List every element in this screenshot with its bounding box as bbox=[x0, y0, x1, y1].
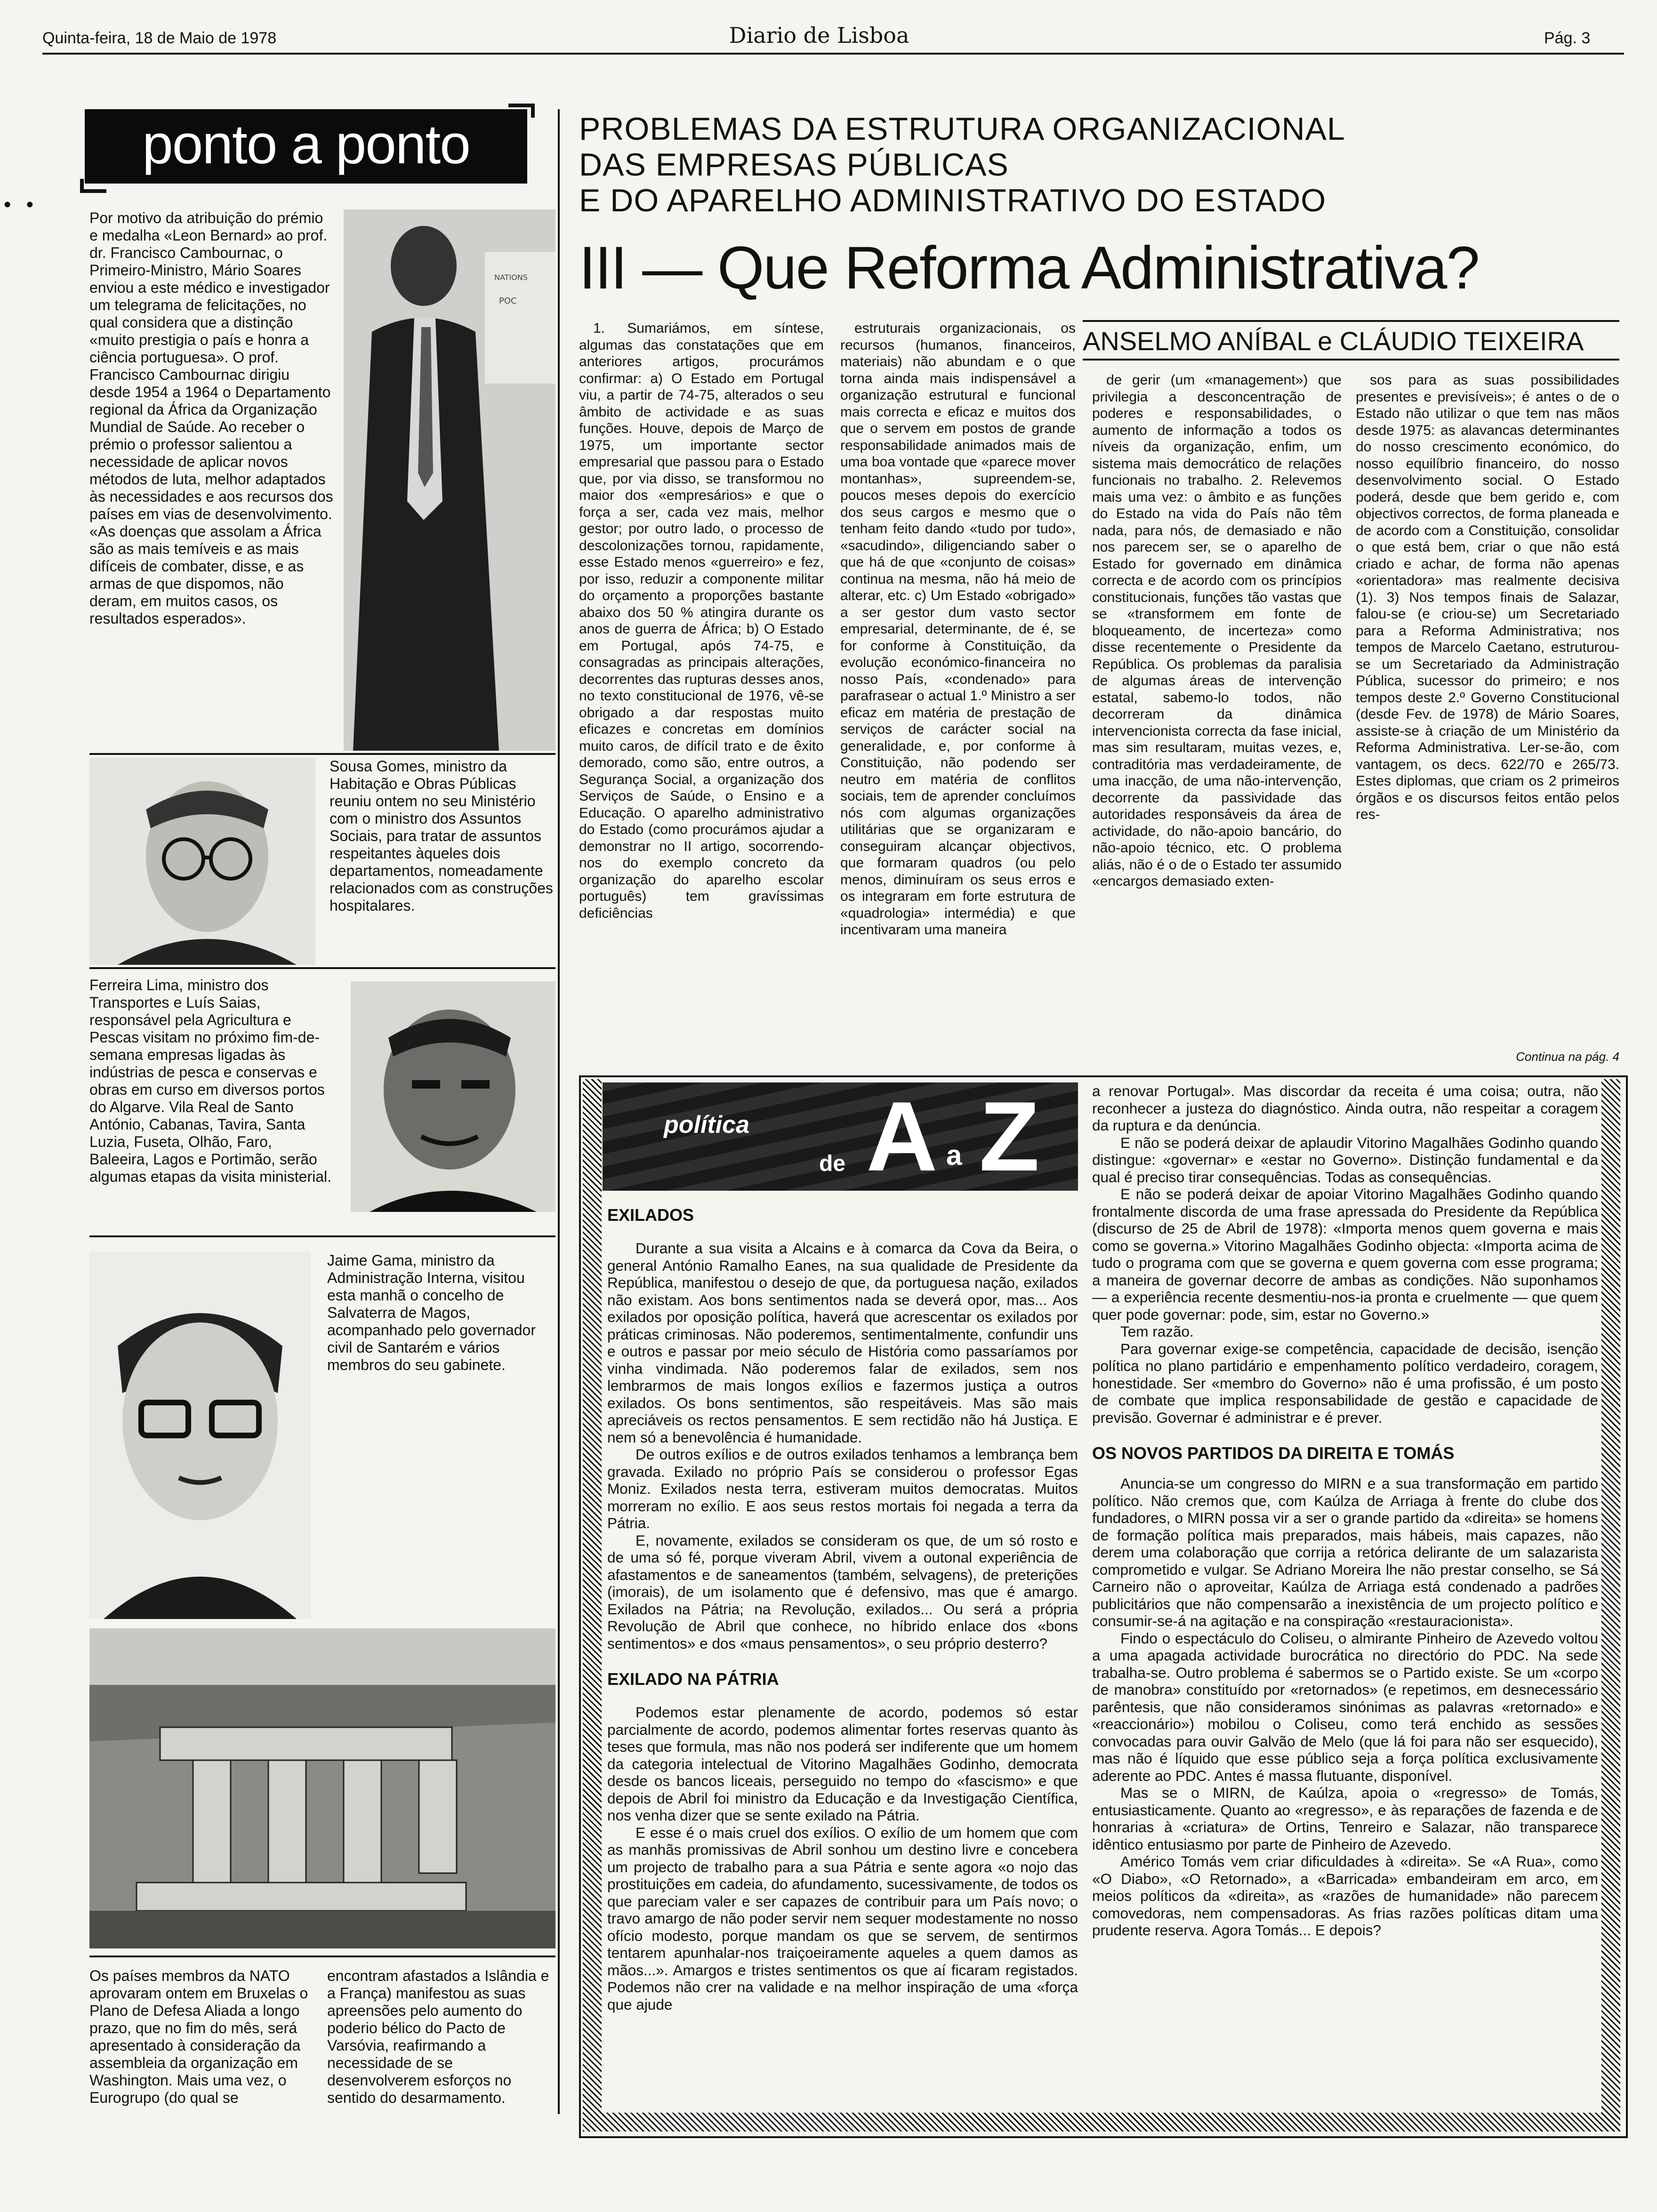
box-hatch-right bbox=[1601, 1079, 1620, 2132]
article-paragraph: de gerir (um «management») que privilegia a desconcentração de poderes e responsabilidades, o aumento de informação a todos os níveis da organização, enfim, um sistema mais democrático de relações funcionais no trabalho. 2. Relevemos mais uma vez: o âmbito e as funções do Estado na vida do País não têm nada, para nós, de demasiado e não nos parecem ser, se o aparelho de Estado for governado em dinâmica correcta e de acordo com os princípios constitucionais, funções tão vastas que se «transformem em fonte de bloqueamento, de incerteza» como disse recentemente o Presidente da República. Os problemas da paralisia de algumas áreas de intervenção estatal, sabemo-lo todos, não decorreram da dinâmica intervencionista correcta da fase inicial, mas sim resultaram, muitas vezes, e, contraditória mas verdadeiramente, de uma inacção, de uma não-intervenção, decorrente da passividade das autoridades responsáveis da área de actividade, do não-apoio bancário, do não-apoio técnico, etc. O problema aliás, não é o de o Estado ter assumido «encargos demasiado exten- bbox=[1092, 372, 1342, 889]
ponto-item-jaime-gama bbox=[327, 1252, 555, 1374]
svg-text:POC: POC bbox=[499, 296, 517, 306]
title-bracket bbox=[80, 179, 106, 193]
box-hatch-bottom bbox=[583, 2113, 1620, 2132]
section-title: EXILADOS bbox=[607, 1205, 694, 1225]
ponto-item-sousa-gomes bbox=[330, 758, 555, 914]
box-hatch-left bbox=[583, 1079, 602, 2132]
article-column-2 bbox=[840, 320, 1076, 938]
byline-rule bbox=[1083, 359, 1619, 361]
ponto-item-text: encontram afastados a Islândia e a França) manifestou as suas apreensões pelo aumento do poderio bélico do Pacto de Varsóvia, reafirmando a necessidade de se desenvolverem esforços no sentido do desarmamento. bbox=[327, 1967, 549, 2106]
photo-nato-headquarters bbox=[89, 1628, 555, 1948]
photo-cambournac bbox=[344, 209, 555, 751]
az-paragraph: Durante a sua visita a Alcains e à comarca da Cova da Beira, o general António Ramalho Eanes, na sua qualidade de Presidente da República, manifestou o desejo de que, da portuguesa nação, exilados não existam. Aos bons sentimentos nada se deverá opor, mas... Aos exilados por oposição política, haverá que acrescentar os exilados por práticas criminosas. Não poderemos, sentimentalmente, confundir uns e outros e passar por meio século de História como passaríamos por vinha vindimada. Não poderemos falar de exilados, sem nos lembrarmos de mais longos exílios e fazermos justiça a outros exilados. Os bons sentimentos, são respeitáveis. Mas são mais apreciáveis os rectos pensamentos. E sem rectidão não há Justiça. E nem só a benevolência é humanidade. bbox=[607, 1240, 1078, 1446]
az-paragraph: E não se poderá deixar de apoiar Vitorino Magalhães Godinho quando frontalmente discorda de uma frase apressada do Presidente da República (discurso de 25 de Abril de 1978): «Importa menos quem governa e mais como se governa.» Vitorino Magalhães Godinho objecta: «Importa acima de tudo o programa com que se governa e quem governa com esse programa; a maneira de governar decorre de ambas as condições. Não suponhamos — a experiência recente desmentiu-nos-ia pronta e cruelmente — que quem quer pode governar: pode, sim, estar no Governo.» bbox=[1092, 1186, 1598, 1323]
photo-sousa-gomes bbox=[89, 758, 315, 965]
ponto-item-cambournac bbox=[89, 209, 334, 627]
ponto-item-text: Por motivo da atribuição do prémio e medalha «Leon Bernard» ao prof. dr. Francisco Cambournac, o Primeiro-Ministro, Mário Soares enviou a este médico e investigador um telegrama de felicitações, no qual considera que a distinção «muito prestigia o país e honra a ciência portuguesa». O prof. Francisco Cambournac dirigiu desde 1954 a 1964 o Departamento regional da África da Organização Mundial de Saúde. Ao receber o prémio o professor salientou a necessidade de aplicar novos métodos de luta, melhor adaptados às necessidades e aos recursos dos países em vias de desenvolvimento. «As doenças que assolam a África são as mais temíveis e as mais difíceis de combater, disse, e as armas de que dispomos, não deram, em muitos casos, os resultados esperados». bbox=[89, 209, 333, 627]
ponto-item-ferreira-lima bbox=[89, 977, 334, 1186]
article-byline: ANSELMO ANÍBAL e CLÁUDIO TEIXEIRA bbox=[1083, 326, 1584, 356]
byline-rule bbox=[1083, 320, 1619, 322]
article-headline: III — Que Reforma Administrativa? bbox=[579, 234, 1479, 302]
continued-note: Continua na pág. 4 bbox=[1516, 1050, 1619, 1064]
ponto-a-ponto-title: ponto a ponto bbox=[85, 109, 527, 184]
article-column-1 bbox=[579, 320, 824, 922]
banner-word: política bbox=[664, 1111, 750, 1138]
divider bbox=[89, 1235, 555, 1237]
section-title: EXILADO NA PÁTRIA bbox=[607, 1669, 779, 1689]
divider bbox=[89, 753, 555, 755]
az-column-left bbox=[607, 1205, 1078, 2013]
column-rule bbox=[558, 109, 560, 2114]
section-title: OS NOVOS PARTIDOS DA DIREITA E TOMÁS bbox=[1092, 1443, 1455, 1463]
photo-ferreira-lima bbox=[351, 981, 555, 1212]
banner-letter-z: Z bbox=[979, 1082, 1040, 1191]
politica-banner bbox=[603, 1082, 1078, 1191]
divider bbox=[89, 967, 555, 969]
kicker-line: E DO APARELHO ADMINISTRATIVO DO ESTADO bbox=[579, 183, 1327, 218]
kicker-line: DAS EMPRESAS PÚBLICAS bbox=[579, 147, 1009, 183]
article-column-4 bbox=[1356, 372, 1619, 823]
az-paragraph: Américo Tomás vem criar dificuldades à «direita». Se «A Rua», como «O Diabo», «O Retornado», a «Barricada» embandeiram em arco, em meios políticos da «direita», as «razões de humanidade» não parecem comovedoras, nem compensadoras. As frias razões políticas ditam uma prudente reserva. Agora Tomás... E depois? bbox=[1092, 1853, 1598, 1939]
ponto-item-text: Jaime Gama, ministro da Administração Interna, visitou esta manhã o concelho de Salvaterra de Magos, acompanhado pelo governador civil de Santarém e vários membros do seu gabinete. bbox=[327, 1252, 536, 1373]
az-paragraph: Podemos estar plenamente de acordo, podemos só estar parcialmente de acordo, podemos alimentar fortes reservas quanto às teses que formula, mas não nos poderá ser indiferente que um homem da categoria intelectual de Vitorino Magalhães Godinho, democrata desde os bancos liceais, perseguido no tempo do «fascismo» e que depois de Abril foi ministro da Educação e da Investigação Científica, nos venha dizer que se sente exilado na Pátria. bbox=[607, 1704, 1078, 1824]
header-rule bbox=[42, 53, 1624, 55]
article-column-3 bbox=[1092, 372, 1342, 890]
newspaper-name: Diario de Lisboa bbox=[729, 23, 909, 48]
banner-de: de bbox=[819, 1151, 846, 1176]
ponto-item-text: Os países membros da NATO aprovaram ontem em Bruxelas o Plano de Defesa Aliada a longo prazo, que no fim do mês, será apresentado à consideração da assembleia da organização em Washington. Mais uma vez, o Eurogrupo (do qual se bbox=[89, 1967, 308, 2106]
az-paragraph: E, novamente, exilados se consideram os que, de um só rosto e de uma só fé, porque viveram Abril, vivem a outonal experiência de afastamentos e de saneamentos (também, selvagens), de preterições (imorais), de um isolamento que é defensivo, mas que é amargo. Exilados na Pátria; na Revolução, exilados... Ou será a própria Revolução de Abril que conhece, no híbrido enlace dos «bons sentimentos» e dos «maus pensamentos», o seu próprio desterro? bbox=[607, 1531, 1078, 1652]
page-number: Pág. 3 bbox=[1544, 29, 1591, 47]
bullet-dots: • • bbox=[4, 193, 39, 216]
az-paragraph: E esse é o mais cruel dos exílios. O exílio de um homem que com as manhãs promissivas de Abril sonhou um destino livre e concebera um projecto de trabalho para a sua Pátria e sente agora «o nojo das prostituições em cadeia, do afundamento, sucessivamente, de todos os que pareciam valer e ser capazes de contribuir para um País novo; o travo amargo de não poder servir nem sequer modestamente no nosso ofício modesto, porque mandam os que se servem, de sentirmos tentarem apunhalar-nos traiçoeiramente aqueles a quem damos as mãos...». Amargos e tristes sentimentos os que aí ficaram registados. Podemos não crer na validade e na melhor inspiração de uma «força que ajude bbox=[607, 1824, 1078, 2013]
az-paragraph: Para governar exige-se competência, capacidade de decisão, isenção política no plano partidário e empenhamento político verdadeiro, coragem, honestidade. Ser «membro do Governo» não é uma profissão, é um posto de combate que implica responsabilidade de gestão e capacidade de previsão. Governar é administrar e é prever. bbox=[1092, 1340, 1598, 1426]
az-paragraph: Anuncia-se um congresso do MIRN e a sua transformação em partido político. Não cremos que, com Kaúlza de Arriaga à frente do clube dos fundadores, o MIRN possa vir a ser o grande partido da «direita» se homens de formação política mais preparados, mais hábeis, mais capazes, não derem uma colaboração que corrija a retórica delirante de um salazarista comprometido e vulgar. Se Adriano Moreira lhe não prestar conselho, se Sá Carneiro não o aproveitar, Kaúlza de Arriaga está condenado a padrões publicitários que não compensarão a inexistência de um projecto político e consumir-se-á na agitação e na conspiração «restauracionista». bbox=[1092, 1475, 1598, 1629]
az-paragraph: Mas se o MIRN, de Kaúlza, apoia o «regresso» de Tomás, entusiasticamente. Quanto ao «regresso», e às reparações de fazenda e de honrarias à «criatura» de Ortins, Tenreiro e Salazar, não transparece idêntico entusiasmo por parte de Pinheiro de Azevedo. bbox=[1092, 1784, 1598, 1853]
issue-date: Quinta-feira, 18 de Maio de 1978 bbox=[42, 29, 277, 47]
banner-a: a bbox=[946, 1139, 962, 1171]
article-paragraph: estruturais organizacionais, os recursos (humanos, financeiros, materiais) não abundam e o que torna ainda mais indispensável a organização estrutural e funcional mais correcta e eficaz e muitos dos que o servem em postos de grande responsabilidade animados mais de uma boa vontade que «parece mover montanhas», supreendem-se, poucos meses depois do exercício dos seus cargos e mesmo que o tenham feito dando «tudo por tudo», «sacudindo», diligenciando saber o que há de que «conjunto de coisas» continua na mesma, não há meio de alterar, etc. c) Um Estado «obrigado» a ser gestor dum vasto sector empresarial, determinante, de é, se for conforme à Constituição, da evolução económico-financeira no nosso País, «condenado» para parafrasear o actual 1.º Ministro a ser eficaz em matéria de prestação de serviços de carácter social na generalidade, e, por conforme à Constituição, não podendo ser neutro em matéria de conflitos sociais, tem de aprender concluímos nós com algumas organizações utilitárias que se organizaram e conseguiram alcançar objectivos, que formaram quadros (ou pelo menos, diminuíram os seus erros e os integraram em forte estrutura de «quadrologia» intermédia) e que incentivaram uma maneira bbox=[840, 321, 1076, 938]
article-kicker bbox=[579, 111, 1624, 218]
ponto-item-text: Ferreira Lima, ministro dos Transportes e Luís Saias, responsável pela Agricultura e Pescas visitam no próximo fim-de-semana empresas ligadas às indústrias de pesca e conservas e obras em curso em diversos portos do Algarve. Vila Real de Santo António, Cabanas, Tavira, Santa Luzia, Fuseta, Olhão, Faro, Baleeira, Lagos e Portimão, serão algumas etapas da visita ministerial. bbox=[89, 977, 332, 1185]
banner-letter-a: A bbox=[866, 1082, 938, 1191]
az-paragraph: De outros exílios e de outros exilados tenhamos a lembrança bem gravada. Exilado no próprio País se considerou o professor Egas Moniz. Exilados nesta terra, estiveram muitos democratas. Muitos morreram no exílio. E aos seus restos mortais foi negada a terra da Pátria. bbox=[607, 1446, 1078, 1531]
az-paragraph: E não se poderá deixar de aplaudir Vitorino Magalhães Godinho quando distingue: «governar» e «estar no Governo». Distinção fundamental e da qual é preciso tirar consequências. Todas as consequências. bbox=[1092, 1134, 1598, 1186]
article-paragraph: sos para as suas possibilidades presentes e previsíveis»; é antes o de o Estado não utilizar o que tem nas mãos desde 1975: as alavancas determinantes do nosso crescimento económico, do nosso equilíbrio financeiro, do nosso desenvolvimento social. O Estado poderá, desde que bem gerido e, com objectivos correctos, de forma planeada e de acordo com a Constituição, consolidar o que está bem, criar o que não está criado e achar, de forma não apenas «orientadora» mas realmente decisiva (1). 3) Nos tempos finais de Salazar, falou-se (e criou-se) um Secretariado para a Reforma Administrativa; nos tempos de Marcelo Caetano, estruturou-se um Secretariado da Administração Pública, sucessor do primeiro; e nos tempos deste 2.º Governo Constitucional (desde Fev. de 1978) de Mário Soares, assiste-se à criação de um Ministério da Reforma Administrativa. Ler-se-ão, com vantagem, os decs. 622/70 e 265/73. Estes diplomas, que criam os 2 primeiros órgãos e os discursos feitos então pelos res- bbox=[1356, 372, 1619, 822]
ponto-item-nato bbox=[89, 1967, 311, 2107]
divider bbox=[89, 1956, 555, 1957]
az-paragraph: Tem razão. bbox=[1120, 1323, 1194, 1340]
az-paragraph: a renovar Portugal». Mas discordar da receita é uma coisa; outra, não reconhecer a justeza do diagnóstico. Ainda outra, não respeitar a coragem da ruptura e da denúncia. bbox=[1092, 1082, 1598, 1134]
photo-jaime-gama bbox=[89, 1252, 311, 1619]
photo-sign-text: NATIONS bbox=[494, 273, 528, 282]
az-paragraph: Findo o espectáculo do Coliseu, o almirante Pinheiro de Azevedo voltou a uma apagada actividade burocrática no directório do PDC. Na sede trabalha-se. Outro problema é sabermos se o Partido existe. Se um «corpo de manobra» constituído por «retornados» (e repetimos, em desnecessário parêntesis, que não consideramos sinónimas as palavras «retornado» e «reaccionário») mobilou o Coliseu, como terá enchido as sessões convocadas para ouvir Galvão de Melo (que lá foi para não ser esquecido), mas não é líquido que esse público seja a força política exclusivamente aderente ao PDC. Antes é massa flutuante, disponível. bbox=[1092, 1629, 1598, 1784]
az-column-right bbox=[1092, 1082, 1598, 1939]
article-paragraph: 1. Sumariámos, em síntese, algumas das constatações que em anteriores artigos, procurámos confirmar: a) O Estado em Portugal viu, a partir de 74-75, alterados o seu âmbito de actividade e as suas funções. Houve, depois de Março de 1975, um importante sector empresarial que passou para o Estado que, por via disso, se transformou no maior dos «empresários» e que o força a ser, cada vez mais, melhor gestor; por outro lado, o processo de descolonizações tornou, rapidamente, esse Estado menos «guerreiro» e fez, por isso, reduzir a componente militar do orçamento a proporções bastante abaixo dos 50 % atingira durante os anos de guerra de África; b) O Estado em Portugal, após 74-75, e consagradas as principais alterações, decorrentes das rupturas desses anos, no texto constitucional de 1976, vê-se obrigado a dar respostas muito eficazes e concretas em domínios muito caros, de difícil trato e de êxito demorado, como são, entre outros, a Segurança Social, a organização dos Serviços de Saúde, o Ensino e a Educação. O aparelho administrativo do Estado (como procurámos ajudar a demonstrar no II artigo, socorrendo-nos do exemplo concreto da organização do aparelho escolar português) tem gravíssimas deficiências bbox=[579, 321, 824, 921]
kicker-line: PROBLEMAS DA ESTRUTURA ORGANIZACIONAL bbox=[579, 111, 1345, 147]
ponto-item-text: Sousa Gomes, ministro da Habitação e Obras Públicas reuniu ontem no seu Ministério com o ministro dos Assuntos Sociais, para tratar de assuntos respeitantes àqueles dois departamentos, nomeadamente relacionados com as construções hospitalares. bbox=[330, 758, 553, 914]
ponto-item-nato-continued bbox=[327, 1967, 555, 2107]
